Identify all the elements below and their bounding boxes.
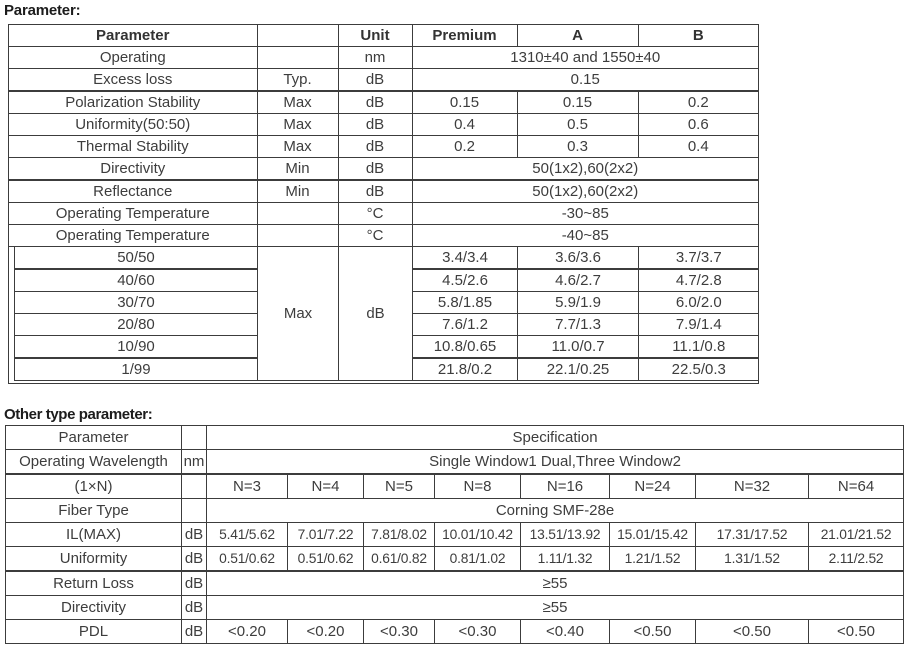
ratio-cell: 50/50 bbox=[15, 247, 258, 269]
heading-parameter: Parameter: bbox=[4, 2, 81, 19]
b-cell: 11.1/0.8 bbox=[639, 336, 759, 359]
param-cell: Operating Temperature bbox=[9, 225, 257, 247]
a-cell: 5.9/1.9 bbox=[518, 292, 639, 314]
table2-row-parameter bbox=[6, 426, 904, 450]
value-cell: 2.11/2.52 bbox=[809, 547, 904, 572]
value-cell: 0.51/0.62 bbox=[288, 547, 364, 572]
b-cell: 7.9/1.4 bbox=[639, 314, 759, 336]
param-cell: Directivity bbox=[9, 158, 257, 181]
header-condition bbox=[257, 25, 338, 47]
value-span-cell: 1310±40 and 1550±40 bbox=[412, 47, 758, 69]
n-cell: N=3 bbox=[207, 474, 288, 499]
param-cell: Return Loss bbox=[6, 571, 182, 596]
table2-row-uniformity bbox=[6, 547, 904, 572]
value-span-cell: -30~85 bbox=[412, 203, 758, 225]
unit-cell: dB bbox=[182, 547, 207, 572]
table2-row-pdl bbox=[6, 620, 904, 644]
heading-other-type-parameter: Other type parameter: bbox=[4, 406, 153, 423]
a-cell: 0.15 bbox=[517, 91, 638, 114]
value-span-cell: Specification bbox=[207, 426, 904, 450]
premium-cell: 10.8/0.65 bbox=[413, 336, 518, 359]
value-cell: <0.40 bbox=[521, 620, 610, 644]
unit-cell: dB bbox=[182, 620, 207, 644]
b-cell: 0.6 bbox=[638, 114, 758, 136]
condition-cell bbox=[257, 225, 338, 247]
unit-cell: °C bbox=[338, 203, 412, 225]
value-cell: 21.01/21.52 bbox=[809, 523, 904, 547]
a-cell: 3.6/3.6 bbox=[518, 247, 639, 269]
value-cell: <0.30 bbox=[435, 620, 521, 644]
a-cell: 4.6/2.7 bbox=[518, 269, 639, 292]
n-cell: N=8 bbox=[435, 474, 521, 499]
a-cell: 0.3 bbox=[517, 136, 638, 158]
unit-cell: dB bbox=[338, 91, 412, 114]
premium-cell: 3.4/3.4 bbox=[413, 247, 518, 269]
value-cell: <0.30 bbox=[364, 620, 435, 644]
value-cell: 1.21/1.52 bbox=[610, 547, 696, 572]
unit-cell bbox=[182, 474, 207, 499]
value-cell: 13.51/13.92 bbox=[521, 523, 610, 547]
table1-row-reflectance bbox=[9, 180, 758, 203]
n-cell: N=16 bbox=[521, 474, 610, 499]
value-cell: 0.51/0.62 bbox=[207, 547, 288, 572]
unit-cell bbox=[182, 499, 207, 523]
unit-cell: dB bbox=[338, 180, 412, 203]
b-cell: 0.4 bbox=[638, 136, 758, 158]
b-cell: 3.7/3.7 bbox=[639, 247, 759, 269]
value-cell: 0.81/1.02 bbox=[435, 547, 521, 572]
condition-cell: Max bbox=[257, 136, 338, 158]
value-span-cell: ≥55 bbox=[207, 596, 904, 620]
param-cell: Polarization Stability bbox=[9, 91, 257, 114]
unit-cell: dB bbox=[338, 158, 412, 181]
split-row-50-50 bbox=[15, 247, 759, 269]
b-cell: 4.7/2.8 bbox=[639, 269, 759, 292]
table2-row-directivity bbox=[6, 596, 904, 620]
unit-cell bbox=[182, 426, 207, 450]
ratio-cell: 1/99 bbox=[15, 358, 258, 381]
table1-row-excess-loss bbox=[9, 69, 758, 92]
header-unit: Unit bbox=[338, 25, 412, 47]
ratio-cell: 40/60 bbox=[15, 269, 258, 292]
unit-cell: dB bbox=[339, 247, 413, 381]
b-cell: 22.5/0.3 bbox=[639, 358, 759, 381]
unit-cell: dB bbox=[338, 114, 412, 136]
premium-cell: 0.2 bbox=[412, 136, 517, 158]
value-cell: 0.61/0.82 bbox=[364, 547, 435, 572]
premium-cell: 0.15 bbox=[412, 91, 517, 114]
condition-cell: Min bbox=[257, 158, 338, 181]
param-cell: PDL bbox=[6, 620, 182, 644]
param-cell: (1×N) bbox=[6, 474, 182, 499]
header-parameter: Parameter bbox=[9, 25, 257, 47]
spec-table-2 bbox=[5, 425, 904, 644]
value-cell: <0.50 bbox=[610, 620, 696, 644]
value-cell: <0.50 bbox=[809, 620, 904, 644]
a-cell: 11.0/0.7 bbox=[518, 336, 639, 359]
unit-cell: dB bbox=[182, 523, 207, 547]
unit-cell: dB bbox=[338, 136, 412, 158]
value-span-cell: 0.15 bbox=[412, 69, 758, 92]
condition-cell: Typ. bbox=[257, 69, 338, 92]
premium-cell: 4.5/2.6 bbox=[413, 269, 518, 292]
table1-row-directivity bbox=[9, 158, 758, 181]
condition-cell bbox=[257, 47, 338, 69]
value-span-cell: 50(1x2),60(2x2) bbox=[412, 158, 758, 181]
value-cell: 10.01/10.42 bbox=[435, 523, 521, 547]
value-cell: 1.31/1.52 bbox=[696, 547, 809, 572]
table1-header-row bbox=[9, 25, 758, 47]
premium-cell: 0.4 bbox=[412, 114, 517, 136]
table1-row-op-temp-1 bbox=[9, 203, 758, 225]
n-cell: N=5 bbox=[364, 474, 435, 499]
table1-row-uniformity bbox=[9, 114, 758, 136]
unit-cell: nm bbox=[182, 450, 207, 475]
n-cell: N=4 bbox=[288, 474, 364, 499]
value-cell: 15.01/15.42 bbox=[610, 523, 696, 547]
spec-table-1-wrapper bbox=[8, 24, 759, 384]
param-cell: Directivity bbox=[6, 596, 182, 620]
b-cell: 0.2 bbox=[638, 91, 758, 114]
param-cell: Fiber Type bbox=[6, 499, 182, 523]
table2-row-il-max bbox=[6, 523, 904, 547]
spec-table-1 bbox=[9, 25, 758, 247]
value-span-cell: Corning SMF-28e bbox=[207, 499, 904, 523]
header-grade-a: A bbox=[517, 25, 638, 47]
value-cell: 17.31/17.52 bbox=[696, 523, 809, 547]
table2-row-wavelength bbox=[6, 450, 904, 475]
unit-cell: dB bbox=[182, 596, 207, 620]
value-span-cell: ≥55 bbox=[207, 571, 904, 596]
value-span-cell: Single Window1 Dual,Three Window2 bbox=[207, 450, 904, 475]
table1-row-op-temp-2 bbox=[9, 225, 758, 247]
param-cell: Excess loss bbox=[9, 69, 257, 92]
param-cell: Operating bbox=[9, 47, 257, 69]
value-cell: <0.50 bbox=[696, 620, 809, 644]
a-cell: 22.1/0.25 bbox=[518, 358, 639, 381]
split-ratio-table bbox=[14, 247, 759, 381]
param-cell: Operating Temperature bbox=[9, 203, 257, 225]
a-cell: 7.7/1.3 bbox=[518, 314, 639, 336]
table1-row-operating bbox=[9, 47, 758, 69]
a-cell: 0.5 bbox=[517, 114, 638, 136]
condition-cell: Max bbox=[257, 91, 338, 114]
value-span-cell: 50(1x2),60(2x2) bbox=[412, 180, 758, 203]
table2-row-fiber-type bbox=[6, 499, 904, 523]
n-cell: N=24 bbox=[610, 474, 696, 499]
b-cell: 6.0/2.0 bbox=[639, 292, 759, 314]
table1-row-thermal bbox=[9, 136, 758, 158]
unit-cell: °C bbox=[338, 225, 412, 247]
unit-cell: nm bbox=[338, 47, 412, 69]
n-cell: N=32 bbox=[696, 474, 809, 499]
param-cell: IL(MAX) bbox=[6, 523, 182, 547]
condition-cell bbox=[257, 203, 338, 225]
premium-cell: 21.8/0.2 bbox=[413, 358, 518, 381]
header-premium: Premium bbox=[412, 25, 517, 47]
value-cell: <0.20 bbox=[288, 620, 364, 644]
condition-cell: Max bbox=[257, 114, 338, 136]
premium-cell: 5.8/1.85 bbox=[413, 292, 518, 314]
table2-row-ports bbox=[6, 474, 904, 499]
value-cell: 5.41/5.62 bbox=[207, 523, 288, 547]
ratio-cell: 20/80 bbox=[15, 314, 258, 336]
param-cell: Uniformity bbox=[6, 547, 182, 572]
header-grade-b: B bbox=[638, 25, 758, 47]
condition-cell: Max bbox=[258, 247, 339, 381]
value-cell: 7.81/8.02 bbox=[364, 523, 435, 547]
param-cell: Uniformity(50:50) bbox=[9, 114, 257, 136]
value-cell: 1.11/1.32 bbox=[521, 547, 610, 572]
ratio-cell: 10/90 bbox=[15, 336, 258, 359]
value-cell: <0.20 bbox=[207, 620, 288, 644]
premium-cell: 7.6/1.2 bbox=[413, 314, 518, 336]
ratio-cell: 30/70 bbox=[15, 292, 258, 314]
condition-cell: Min bbox=[257, 180, 338, 203]
table2-row-return-loss bbox=[6, 571, 904, 596]
unit-cell: dB bbox=[338, 69, 412, 92]
param-cell: Thermal Stability bbox=[9, 136, 257, 158]
table1-row-polarization bbox=[9, 91, 758, 114]
param-cell: Parameter bbox=[6, 426, 182, 450]
n-cell: N=64 bbox=[809, 474, 904, 499]
value-cell: 7.01/7.22 bbox=[288, 523, 364, 547]
param-cell: Operating Wavelength bbox=[6, 450, 182, 475]
unit-cell: dB bbox=[182, 571, 207, 596]
param-cell: Reflectance bbox=[9, 180, 257, 203]
value-span-cell: -40~85 bbox=[412, 225, 758, 247]
